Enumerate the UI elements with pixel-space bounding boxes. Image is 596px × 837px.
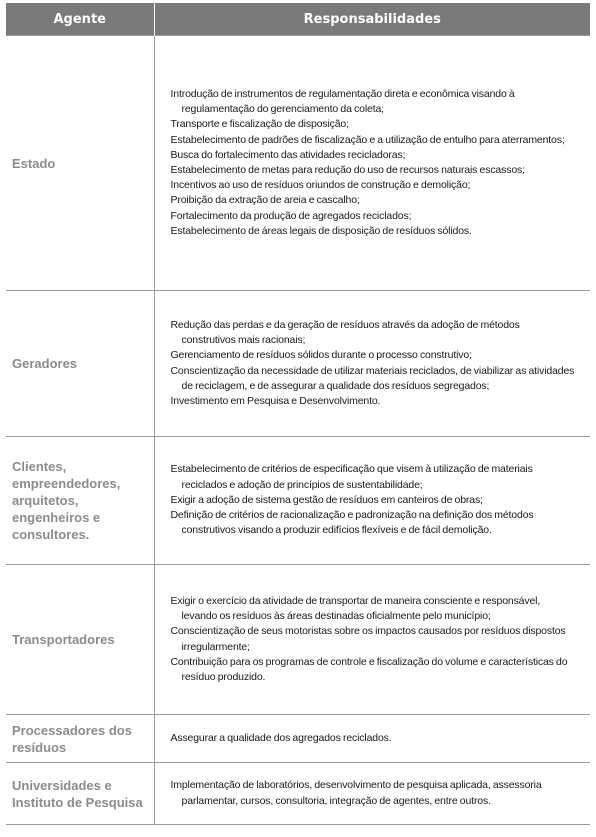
header-responsibilities: Responsabilidades xyxy=(154,3,590,36)
responsibilities-list xyxy=(171,462,577,538)
agent-cell: Geradores xyxy=(6,291,154,437)
agent-cell: Estado xyxy=(6,36,154,291)
responsibilities-list xyxy=(171,318,577,409)
agent-cell: Transportadores xyxy=(6,565,154,715)
responsibility-item: Proibição da extração de areia e cascalho; xyxy=(170,194,360,207)
table-row xyxy=(6,763,590,825)
responsibilities-list xyxy=(171,731,577,746)
responsibility-item: Estabelecimento de áreas legais de disposição de resíduos sólidos. xyxy=(170,224,472,237)
responsibility-item: Fortalecimento da produção de agregados reciclados; xyxy=(170,209,412,222)
responsibility-item: Definição de critérios de racionalização e padronização na definição dos métodos construtivos visando a produzir edifícios flexíveis e de fácil demolição. xyxy=(170,509,534,537)
responsibility-item: Redução das perdas e da geração de resíduos através da adoção de métodos construtivos mais racionais; xyxy=(170,318,520,347)
responsibility-item: Transporte e fiscalização de disposição; xyxy=(170,118,349,131)
responsibility-item: Assegurar a qualidade dos agregados reciclados. xyxy=(170,731,392,744)
responsibilities-cell xyxy=(154,36,590,291)
agent-cell: Processadores dos resíduos xyxy=(6,715,154,763)
responsibility-item: Implementação de laboratórios, desenvolvimento de pesquisa aplicada, assessoria parlamentar, cursos, consultoria, integração de agentes, entre outros. xyxy=(170,779,542,807)
responsibility-item: Introdução de instrumentos de regulamentação direta e econômica visando à regulamentação do gerenciamento da coleta; xyxy=(170,87,515,116)
responsibilities-cell xyxy=(154,565,590,715)
responsibilities-cell xyxy=(154,291,590,437)
agent-cell: Clientes, empreendedores, arquitetos, engenheiros e consultores. xyxy=(6,437,154,565)
table-row xyxy=(6,565,590,715)
responsibilities-cell xyxy=(154,437,590,565)
header-agent: Agente xyxy=(6,3,154,36)
responsibility-item: Conscientização da necessidade de utilizar materiais reciclados, de viabilizar as atividades de reciclagem, e de assegurar a qualidade dos resíduos segregados; xyxy=(170,364,575,392)
responsibility-item: Investimento em Pesquisa e Desenvolvimento. xyxy=(170,394,381,407)
responsibilities-list xyxy=(171,594,577,685)
table-row xyxy=(6,715,590,763)
table-row xyxy=(6,437,590,565)
responsibility-item: Gerenciamento de resíduos sólidos durante o processo construtivo; xyxy=(170,349,472,362)
responsibility-item: Exigir a adoção de sistema gestão de resíduos em canteiros de obras; xyxy=(170,493,483,506)
responsibility-item: Estabelecimento de critérios de especificação que visem à utilização de materiais reciclados e adoção de princípios de sustentabilidade; xyxy=(170,463,533,491)
responsibility-item: Busca do fortalecimento das atividades recicladoras; xyxy=(170,148,406,161)
responsibilities-table xyxy=(6,3,590,825)
table-row xyxy=(6,291,590,437)
responsibilities-cell xyxy=(154,715,590,763)
responsibilities-list xyxy=(171,778,577,808)
responsibility-item: Estabelecimento de padrões de fiscalização e a utilização de entulho para aterramentos; xyxy=(170,133,565,146)
responsibility-item: Exigir o exercício da atividade de transportar de maneira consciente e responsável, levando os resíduos às áreas destinadas oficialmente pelo município; xyxy=(170,594,541,623)
responsibility-item: Incentivos ao uso de resíduos oriundos de construção e demolição; xyxy=(170,179,471,192)
table-row xyxy=(6,36,590,291)
table-header-row xyxy=(6,3,590,36)
responsibility-item: Contribuição para os programas de controle e fiscalização do volume e características do resíduo produzido. xyxy=(170,655,568,683)
responsibility-item: Estabelecimento de metas para redução do uso de recursos naturais escassos; xyxy=(170,164,525,176)
responsibilities-list xyxy=(171,87,577,239)
agent-cell: Universidades e Instituto de Pesquisa xyxy=(6,763,154,825)
responsibilities-cell xyxy=(154,763,590,825)
responsibility-item: Conscientização de seus motoristas sobre os impactos causados por resíduos dispostos irregularmente; xyxy=(170,625,566,653)
